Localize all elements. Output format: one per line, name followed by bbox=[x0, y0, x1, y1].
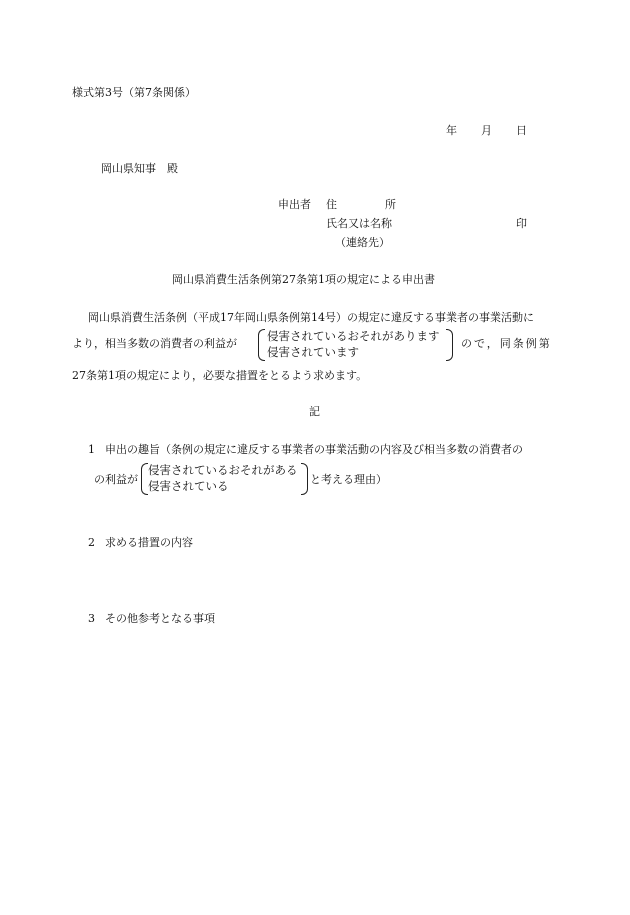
name-label: 氏名又は名称 bbox=[326, 217, 392, 230]
address-label-1: 住 bbox=[326, 198, 337, 211]
address-label-2: 所 bbox=[385, 198, 396, 211]
contact-label: （連絡先） bbox=[335, 236, 390, 249]
applicant-label: 申出者 bbox=[278, 198, 311, 211]
item-3-text: その他参考となる事項 bbox=[105, 612, 215, 625]
option-infringed: 侵害されています bbox=[267, 345, 359, 359]
date-day: 日 bbox=[516, 124, 527, 137]
seal-mark: 印 bbox=[516, 217, 527, 230]
item-2-text: 求める措置の内容 bbox=[105, 536, 193, 549]
item-1-text: 申出の趣旨（条例の規定に違反する事業者の事業活動の内容及び相当多数の消費者の bbox=[105, 443, 523, 456]
body-line-3: 27条第1項の規定により，必要な措置をとるよう求めます。 bbox=[72, 369, 368, 382]
form-number: 様式第3号（第7条関係） bbox=[72, 86, 196, 99]
item-3-number: 3 bbox=[88, 612, 95, 625]
document-title: 岡山県消費生活条例第27条第1項の規定による申出書 bbox=[172, 273, 435, 286]
ki-heading: 記 bbox=[309, 405, 320, 418]
left-bracket bbox=[258, 329, 265, 361]
item-1-number: 1 bbox=[88, 443, 95, 456]
body-line-1: 岡山県消費生活条例（平成17年岡山県条例第14号）の規定に違反する事業者の事業活動に bbox=[88, 311, 534, 324]
date-year: 年 bbox=[446, 124, 457, 137]
item-1-left-bracket bbox=[141, 463, 148, 495]
right-bracket bbox=[446, 329, 453, 361]
option-possibly-infringed: 侵害されているおそれがあります bbox=[267, 329, 440, 343]
item-1-option-infringed: 侵害されている bbox=[148, 479, 229, 493]
body-line-2-suffix: ので，同条例第 bbox=[461, 337, 552, 350]
item-1-prefix: の利益が bbox=[94, 473, 138, 486]
item-1-right-bracket bbox=[301, 463, 308, 495]
addressee: 岡山県知事 殿 bbox=[101, 162, 178, 175]
item-2-number: 2 bbox=[88, 536, 95, 549]
date-month: 月 bbox=[481, 124, 492, 137]
body-line-2-prefix: より，相当多数の消費者の利益が bbox=[72, 337, 237, 350]
item-1-suffix: と考える理由） bbox=[310, 473, 387, 486]
item-1-option-possibly: 侵害されているおそれがある bbox=[148, 463, 298, 477]
